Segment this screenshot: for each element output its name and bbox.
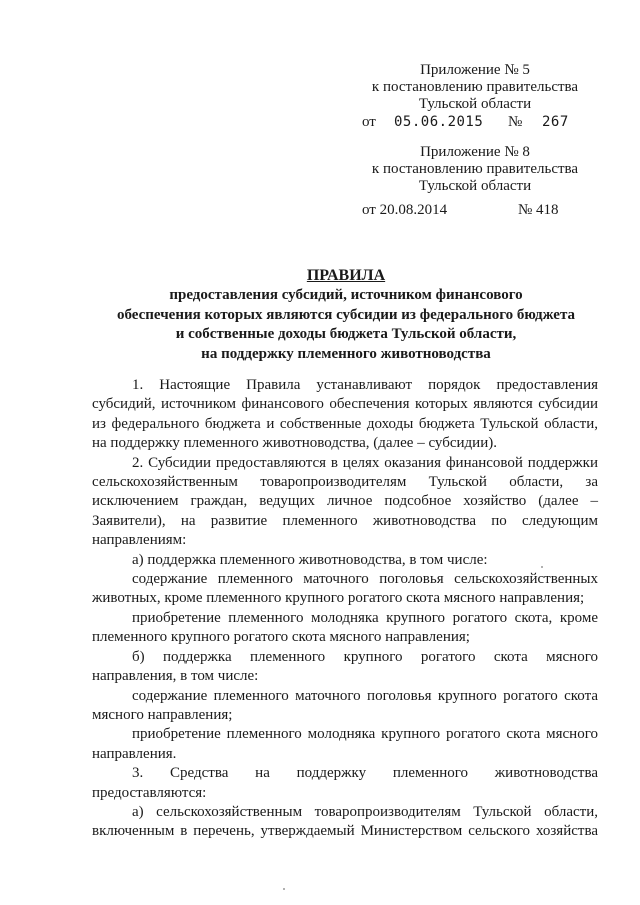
appendix-8-date: от 20.08.2014 bbox=[362, 202, 448, 218]
title-line: и собственные доходы бюджета Тульской области, bbox=[175, 326, 517, 342]
title-line: на поддержку племенного животноводства bbox=[201, 345, 491, 362]
paragraph-1: 1. Настоящие Правила устанавливают порядок предоставления субсидий, источником финансового обеспечения которых являются субсидии из федерального бюджета и собственные доходы бюджета Тульской области, на поддержку племенного животноводства, (далее – субсидии). bbox=[92, 377, 598, 452]
paragraph-2b-item-2: приобретение племенного молодняка крупного рогатого скота мясного направления. bbox=[92, 726, 598, 762]
paragraph-3a: а) сельскохозяйственным товаропроизводителям Тульской области, включенным в перечень, утверждаемый Министерством сельского хозяйства bbox=[92, 803, 598, 840]
title-main: ПРАВИЛА bbox=[306, 267, 386, 284]
scan-speck bbox=[283, 888, 285, 890]
document-body bbox=[92, 376, 598, 842]
document-title bbox=[0, 266, 640, 364]
appendix-8-line3: Тульской области bbox=[418, 178, 532, 194]
paragraph-2b: б) поддержка племенного крупного рогатого скота мясного направления, в том числе: bbox=[92, 648, 598, 685]
resolution-date: 05.06.2015 bbox=[394, 114, 484, 130]
paragraph-2b-item-1: содержание племенного маточного поголовья крупного рогатого скота мясного направления; bbox=[92, 687, 598, 723]
paragraph-3: 3. Средства на поддержку племенного животноводства предоставляются: bbox=[92, 765, 598, 801]
title-line: предоставления субсидий, источником финансового bbox=[169, 287, 523, 303]
appendix-5-line3: Тульской области bbox=[418, 96, 532, 112]
scan-speck bbox=[541, 566, 543, 568]
appendix-5-line2: к постановлению правительства bbox=[371, 79, 579, 95]
paragraph-2a-item-1: содержание племенного маточного поголовья сельскохозяйственных животных, кроме племенного крупного рогатого скота мясного направления; bbox=[92, 571, 598, 607]
paragraph-2a-item-2: приобретение племенного молодняка крупного рогатого скота, кроме племенного крупного рогатого скота мясного направления; bbox=[92, 609, 598, 646]
title-line: обеспечения которых являются субсидии из федерального бюджета bbox=[116, 306, 576, 323]
appendix-5-header bbox=[360, 62, 590, 113]
appendix-8-number: № 418 bbox=[518, 202, 559, 218]
appendix-8-title: Приложение № 8 bbox=[420, 144, 530, 160]
paragraph-2a: а) поддержка племенного животноводства, в том числе: bbox=[132, 551, 488, 568]
number-label: № bbox=[508, 114, 523, 130]
resolution-number: 267 bbox=[542, 114, 569, 130]
appendix-5-title: Приложение № 5 bbox=[420, 62, 530, 78]
appendix-8-header bbox=[360, 144, 590, 195]
from-label: от bbox=[362, 114, 376, 130]
appendix-8-line2: к постановлению правительства bbox=[371, 161, 579, 177]
paragraph-2: 2. Субсидии предоставляются в целях оказания финансовой поддержки сельскохозяйственным товаропроизводителям Тульской области, за исключением граждан, ведущих личное подсобное хозяйство (далее – Заявители), на развитие племенного животноводства по следующим направлениям: bbox=[92, 454, 598, 549]
